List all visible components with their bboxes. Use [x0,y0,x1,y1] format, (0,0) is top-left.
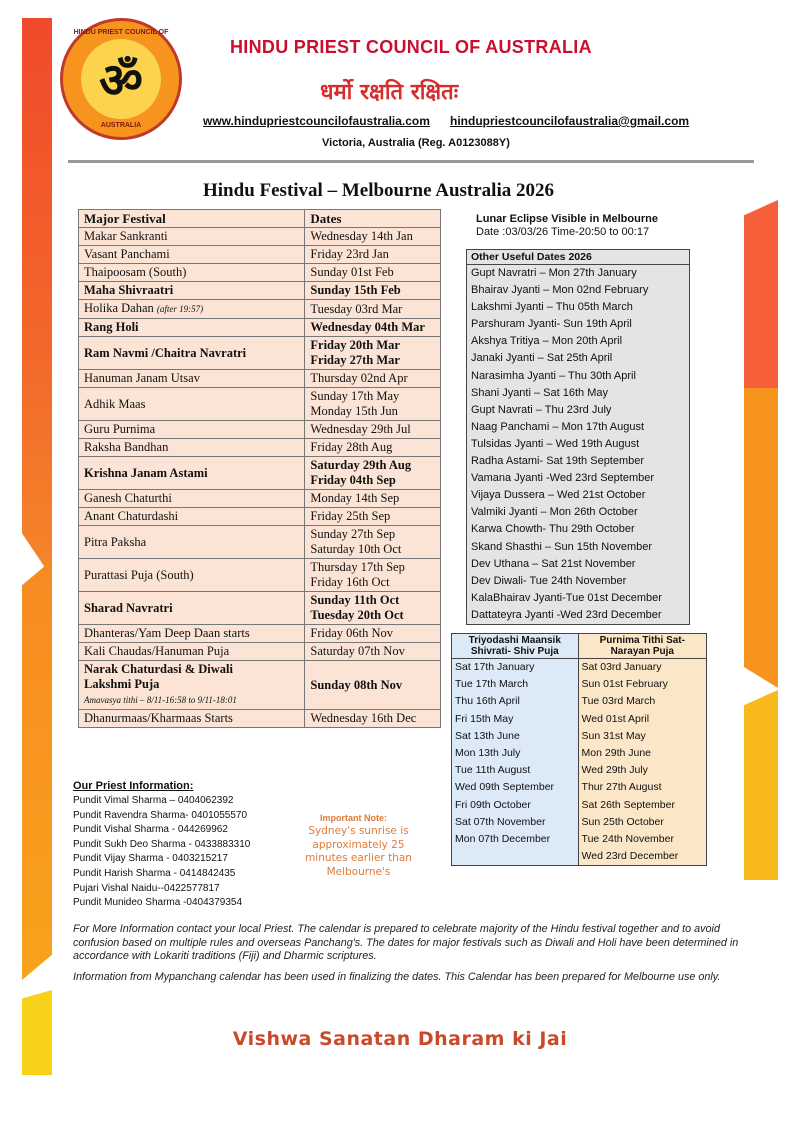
table-row [79,421,441,439]
logo-bottom-text: AUSTRALIA [100,122,142,129]
festival-date-end: Monday 15th Jun [310,404,398,418]
purnima-date: Mon 29th June [578,745,706,762]
festival-name-cell [79,228,305,246]
purnima-date: Wed 29th July [578,762,706,779]
priest-info-title: Our Priest Information: [73,780,194,792]
location-registration: Victoria, Australia (Reg. A0123088Y) [322,137,510,149]
festival-name: Narak Chaturdasi & Diwali [84,662,233,676]
festival-name-cell [79,421,305,439]
purnima-date: Thur 27th August [578,779,706,796]
right-decor-stripe-orange [744,388,778,688]
triyodashi-date: Tue 17th March [452,676,579,693]
table-header-row [452,634,707,659]
festival-date-cell [305,228,441,246]
closing-slogan: Vishwa Sanatan Dharam ki Jai [232,1028,568,1050]
table-row [79,319,441,337]
table-row [452,711,707,728]
dates-column-header: Dates [305,210,441,228]
festival-name: Makar Sankranti [84,229,168,243]
purnima-header: Purnima Tithi Sat-Narayan Puja [578,634,706,659]
table-row [79,661,441,710]
festival-date-cell [305,439,441,457]
table-row [452,762,707,779]
priest-contact-item: Pundit Sukh Deo Sharma - 0433883310 [73,838,251,850]
list-item: Gupt Navratri – Mon 27th January [471,267,637,279]
festival-name: Raksha Bandhan [84,440,169,454]
table-row [452,728,707,745]
festival-date-cell [305,246,441,264]
festival-name-cell [79,710,305,728]
left-decor-stripe-orange [22,560,52,980]
festival-column-header: Major Festival [79,210,305,228]
festival-date: Friday 25th Sep [310,509,391,523]
festival-date: Thursday 02nd Apr [310,371,408,385]
table-row [79,439,441,457]
purnima-date: Sun 25th October [578,814,706,831]
festival-date-cell [305,337,441,370]
right-decor-stripe-yellow [744,690,778,880]
list-item: Narasimha Jyanti – Thu 30th April [471,369,636,382]
festival-name: Ganesh Chaturthi [84,491,172,505]
list-item: Naag Panchami – Mon 17th August [471,420,645,433]
table-row [79,490,441,508]
festival-date: Sunday 27th Sep [310,527,396,541]
list-item: Tulsidas Jyanti – Wed 19th August [471,437,640,450]
list-item: Skand Shasthi – Sun 15th November [471,540,653,553]
list-item: Vamana Jyanti -Wed 23rd September [471,472,655,485]
festival-name-cell [79,457,305,490]
table-row [79,559,441,592]
festival-date: Thursday 17th Sep [310,560,405,574]
festival-date-end: Friday 16th Oct [310,575,390,589]
table-row [452,797,707,814]
om-icon: ॐ [81,39,161,119]
other-useful-dates-box [466,249,690,625]
triyodashi-date [452,848,579,866]
festival-note: Amavasya tithi – 8/11-16:58 to 9/11-18:01 [84,695,237,705]
list-item: Akshya Tritiya – Mon 20th April [471,335,623,348]
table-row [79,526,441,559]
festival-name-cell [79,282,305,300]
festival-date-cell [305,710,441,728]
purnima-date: Sat 03rd January [578,659,706,677]
table-row [452,779,707,796]
festival-date: Wednesday 29th Jul [310,422,411,436]
festival-note: (after 19:57) [156,304,204,314]
festival-name-line2: Lakshmi Puja [84,677,160,691]
festival-date-cell [305,508,441,526]
festival-date: Friday 28th Aug [310,440,393,454]
festival-date-cell [305,661,441,710]
table-row [79,592,441,625]
festival-name-cell [79,559,305,592]
list-item: Karwa Chowth- Thu 29th October [471,523,635,536]
priest-contact-item: Pundit Ravendra Sharma- 0401055570 [73,809,248,821]
list-item: Shani Jyanti – Sat 16th May [471,386,608,399]
purnima-date: Tue 03rd March [578,693,706,710]
other-dates-list [467,265,689,624]
major-festival-table [78,209,441,728]
table-row [79,300,441,319]
festival-name: Purattasi Puja (South) [84,567,194,582]
document-title: Hindu Festival – Melbourne Australia 2026 [203,180,554,201]
important-note-title: Important Note: [320,813,387,823]
festival-name-cell [79,661,305,710]
table-row [452,676,707,693]
festival-name-cell [79,300,305,319]
festival-date-cell [305,526,441,559]
table-row [452,831,707,848]
festival-name: Rang Holi [84,320,139,334]
festival-date-cell [305,370,441,388]
other-dates-title: Other Useful Dates 2026 [467,250,689,265]
list-item: Dev Diwali- Tue 24th November [471,574,627,587]
priest-contact-item: Pundit Vijay Sharma - 0403215217 [73,853,228,865]
eclipse-title: Lunar Eclipse Visible in Melbourne [476,213,658,225]
list-item: Parshuram Jyanti- Sun 19th April [471,318,632,331]
triyodashi-date: Wed 09th September [452,779,579,796]
footer-info-paragraph: For More Information contact your local Priest. The calendar is prepared to celebrate majority of the Hindu festival together and to avoid confusion based on multiple rules and overseas Panchang's. The dates for major festivals such as Diwali and Holi have been determined in accordance with Lokariti traditions (Fiji) and Dharmic scriptures. [73,923,739,963]
festival-date-cell [305,490,441,508]
table-row [79,388,441,421]
festival-date-end: Friday 04th Sep [310,473,396,487]
festival-name-cell [79,319,305,337]
festival-date-cell [305,625,441,643]
header-divider [68,160,754,163]
festival-date-cell [305,282,441,300]
festival-date: Wednesday 16th Dec [310,711,417,725]
festival-date: Wednesday 04th Mar [310,320,425,334]
festival-name-cell [79,246,305,264]
table-row [79,370,441,388]
festival-date-cell [305,264,441,282]
table-row [79,246,441,264]
table-row [452,659,707,677]
festival-name: Dhanurmaas/Kharmaas Starts [84,711,233,725]
priest-contact-item: Pundit Vishal Sharma - 044269962 [73,824,228,836]
sanskrit-motto: धर्मो रक्षति रक्षितः [320,80,459,105]
festival-name-cell [79,264,305,282]
table-row [79,508,441,526]
purnima-date: Wed 23rd December [578,848,706,866]
triyodashi-date: Mon 13th July [452,745,579,762]
table-row [79,282,441,300]
festival-date: Friday 06th Nov [310,626,394,640]
festival-date-end: Tuesday 20th Oct [310,608,404,622]
triyodashi-date: Sat 17th January [452,659,579,677]
festival-name-cell [79,370,305,388]
festival-name-cell [79,625,305,643]
triyodashi-date: Fri 09th October [452,797,579,814]
triyodashi-purnima-table [451,633,707,866]
festival-date: Friday 23rd Jan [310,247,389,261]
table-row [79,457,441,490]
table-row [79,228,441,246]
logo-top-text: HINDU PRIEST COUNCIL OF [73,29,169,36]
priest-contact-item: Pujari Vishal Naidu--0422577817 [73,882,220,894]
festival-name: Pitra Paksha [84,534,147,549]
list-item: Bhairav Jyanti – Mon 02nd February [471,284,649,297]
table-row [79,337,441,370]
list-item: Gupt Navrati – Thu 23rd July [471,403,612,416]
triyodashi-date: Thu 16th April [452,693,579,710]
festival-date-end: Friday 27th Mar [310,353,400,367]
footer-source-paragraph: Information from Mypanchang calendar has been used in finalizing the dates. This Calendar has been prepared for Melbourne use only. [73,971,721,983]
festival-date: Sunday 11th Oct [310,593,400,607]
table-row [79,643,441,661]
list-item: Dev Uthana – Sat 21st November [471,557,636,570]
festival-name: Thaipoosam (South) [84,265,187,279]
list-item: Janaki Jyanti – Sat 25th April [471,352,613,365]
list-item: Radha Astami- Sat 19th September [471,455,645,468]
festival-name: Kali Chaudas/Hanuman Puja [84,644,230,658]
purnima-date: Tue 24th November [578,831,706,848]
list-item: Lakshmi Jyanti – Thu 05th March [471,301,633,314]
list-item: KalaBhairav Jyanti-Tue 01st December [471,591,662,604]
table-row [452,848,707,866]
festival-date: Sunday 01st Feb [310,265,394,279]
council-logo [60,18,182,140]
festival-date-cell [305,388,441,421]
festival-name: Vasant Panchami [84,247,170,261]
festival-name: Holika Dahan [84,301,154,315]
purnima-date: Wed 01st April [578,711,706,728]
festival-name: Krishna Janam Astami [84,465,208,480]
purnima-date: Sun 31st May [578,728,706,745]
festival-name-cell [79,388,305,421]
org-name: HINDU PRIEST COUNCIL OF AUSTRALIA [230,37,592,57]
priest-contact-item: Pundit Munideo Sharma -0404379354 [73,897,243,909]
triyodashi-date: Tue 11th August [452,762,579,779]
triyodashi-header: Triyodashi Maansik Shivrati- Shiv Puja [452,634,579,659]
triyodashi-date: Fri 15th May [452,711,579,728]
table-row [79,710,441,728]
festival-date: Friday 20th Mar [310,338,400,352]
festival-name: Hanuman Janam Utsav [84,371,200,385]
list-item: Vijaya Dussera – Wed 21st October [471,489,646,502]
table-row [452,745,707,762]
festival-date-cell [305,457,441,490]
eclipse-date: Date :03/03/26 Time-20:50 to 00:17 [476,226,650,238]
table-row [79,264,441,282]
priest-contact-item: Pundit Harish Sharma - 0414842435 [73,867,236,879]
festival-date-cell [305,592,441,625]
festival-name: Dhanteras/Yam Deep Daan starts [84,626,250,640]
list-item: Dattateyra Jyanti -Wed 23rd December [471,608,662,621]
festival-date-cell [305,421,441,439]
festival-date: Sunday 08th Nov [310,677,403,692]
website-link[interactable]: www.hindupriestcouncilofaustralia.com [203,114,430,128]
purnima-date: Sat 26th September [578,797,706,814]
festival-name-cell [79,592,305,625]
priest-contact-item: Pundit Vimal Sharma – 0404062392 [73,795,234,806]
festival-date: Saturday 07th Nov [310,644,405,658]
festival-name: Maha Shivraatri [84,283,174,297]
triyodashi-date: Sat 07th November [452,814,579,831]
priest-contact-list [73,794,250,911]
festival-date: Sunday 17th May [310,389,400,403]
festival-name: Guru Purnima [84,422,156,436]
table-row [452,814,707,831]
festival-date: Saturday 29th Aug [310,458,412,472]
festival-name-cell [79,526,305,559]
festival-date: Sunday 15th Feb [310,283,401,297]
festival-name-cell [79,337,305,370]
important-note-text: Sydney's sunrise is approximately 25 minutes earlier than Melbourne's [305,825,412,878]
email-link[interactable]: hindupriestcouncilofaustralia@gmail.com [450,114,690,128]
list-item: Valmiki Jyanti – Mon 26th October [471,506,638,519]
table-row [79,625,441,643]
purnima-date: Sun 01st February [578,676,706,693]
festival-date: Monday 14th Sep [310,491,400,505]
festival-date-cell [305,559,441,592]
festival-date-cell [305,643,441,661]
festival-name-cell [79,508,305,526]
festival-name: Adhik Maas [84,396,146,411]
festival-name-cell [79,643,305,661]
right-decor-stripe-red [744,200,778,390]
triyodashi-date: Mon 07th December [452,831,579,848]
festival-name-cell [79,439,305,457]
table-row [452,693,707,710]
festival-name-cell [79,490,305,508]
festival-date: Wednesday 14th Jan [310,229,413,243]
festival-date-cell [305,300,441,319]
festival-name: Sharad Navratri [84,600,173,615]
festival-date-cell [305,319,441,337]
festival-date-end: Saturday 10th Oct [310,542,402,556]
festival-date: Tuesday 03rd Mar [310,301,403,316]
festival-name: Ram Navmi /Chaitra Navratri [84,345,247,360]
triyodashi-date: Sat 13th June [452,728,579,745]
table-header-row [79,210,441,228]
left-decor-stripe-red [22,18,52,578]
festival-name: Anant Chaturdashi [84,509,179,523]
